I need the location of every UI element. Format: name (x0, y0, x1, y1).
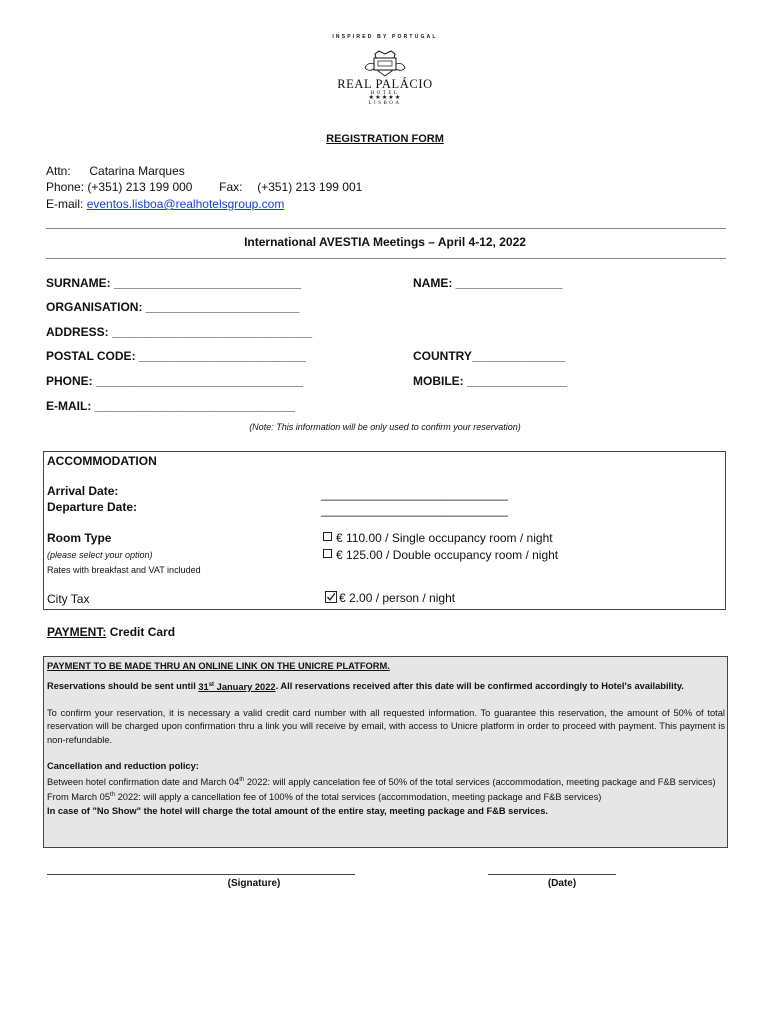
checkbox-checked-icon[interactable] (325, 591, 337, 603)
logo-sub: HOTEL (370, 91, 400, 96)
room-hint: (please select your option) (47, 550, 153, 560)
fax-value: (+351) 213 199 001 (257, 180, 363, 194)
page-title: REGISTRATION FORM (326, 133, 444, 145)
phone-line (46, 180, 362, 194)
logo-city: LISBOA (368, 101, 402, 106)
room-option-single[interactable] (323, 531, 553, 545)
room-type-label: Room Type (47, 531, 112, 545)
payment-text (47, 660, 725, 818)
email-line (46, 197, 284, 211)
payment-heading (47, 625, 175, 639)
country-field[interactable]: COUNTRY______________ (413, 349, 566, 363)
departure-date-input[interactable]: ____________________________ (321, 503, 508, 517)
postal-code-field[interactable]: POSTAL CODE: _________________________ (46, 349, 306, 363)
payment-link-heading: PAYMENT TO BE MADE THRU AN ONLINE LINK ON THE UNICRE PLATFORM. (47, 661, 390, 671)
email-link[interactable]: eventos.lisboa@realhotelsgroup.com (86, 197, 285, 211)
cancellation-policy-2: From March 05th 2022: will apply a cancellation fee of 100% of the total services (accommodation, meeting package and F&B services) (47, 792, 602, 803)
event-title: International AVESTIA Meetings – April 4-12, 2022 (244, 235, 526, 249)
payment-label: PAYMENT: (47, 625, 107, 639)
rates-note: Rates with breakfast and VAT included (47, 565, 201, 575)
city-tax-label: City Tax (47, 592, 90, 606)
checkbox-empty-icon[interactable] (323, 549, 332, 558)
phone-field[interactable]: PHONE: _______________________________ (46, 374, 303, 388)
arrival-date-input[interactable]: ____________________________ (321, 487, 508, 501)
attn-line (46, 164, 185, 178)
email-label: E-mail: (46, 197, 84, 211)
signature-line[interactable] (47, 874, 355, 875)
privacy-note: (Note: This information will be only used to confirm your reservation) (249, 422, 521, 432)
logo-stars: ★★★★★ (368, 95, 402, 101)
cancellation-heading: Cancellation and reduction policy: (47, 761, 199, 772)
city-tax-option[interactable] (325, 591, 455, 605)
checkbox-empty-icon[interactable] (323, 532, 332, 541)
attn-value: Catarina Marques (89, 164, 185, 178)
payment-deadline: Reservations should be sent until 31st January 2022. All reservations received after this date will be confirmed accordingly to Hotel's availability. (47, 681, 684, 692)
phone-label: Phone: (46, 180, 85, 194)
room-option-double[interactable] (323, 548, 558, 562)
city-tax-value: € 2.00 / person / night (339, 591, 456, 605)
logo-tagline: INSPIRED BY PORTUGAL (332, 34, 438, 40)
room-option-single-label: € 110.00 / Single occupancy room / night (336, 531, 553, 545)
phone-value: (+351) 213 199 000 (87, 180, 193, 194)
mobile-field[interactable]: MOBILE: _______________ (413, 374, 568, 388)
no-show-policy: In case of "No Show" the hotel will charge the total amount of the entire stay, meeting package and F&B services. (47, 805, 548, 816)
arrival-date-label: Arrival Date: (47, 484, 119, 498)
crown-logo-icon (361, 50, 409, 78)
logo-name: REAL PALÁCIO (337, 77, 433, 91)
address-field[interactable]: ADDRESS: ______________________________ (46, 325, 313, 339)
payment-confirm-text: To confirm your reservation, it is necessary a valid credit card number with all requested information. To guarantee this reservation, the amount of 50% of total reservation will be charged upon confirmation thru a link you will receive by email, with access to Unicre platform in order to proceed with payment. This payment is non-refundable. (47, 707, 725, 745)
divider-bottom (46, 258, 726, 259)
divider-top (46, 228, 726, 229)
email-field[interactable]: E-MAIL: ______________________________ (46, 399, 295, 413)
accommodation-heading: ACCOMMODATION (47, 454, 157, 468)
attn-label: Attn: (46, 164, 71, 178)
signature-label: (Signature) (227, 878, 281, 889)
cancellation-policy-1: Between hotel confirmation date and March 04th 2022: will apply cancelation fee of 50% of the total services (accommodation, meeting package and F&B services) (47, 776, 716, 787)
departure-date-label: Departure Date: (47, 500, 138, 514)
surname-field[interactable]: SURNAME: ____________________________ (46, 276, 301, 290)
date-label: (Date) (547, 878, 577, 889)
date-line[interactable] (488, 874, 616, 875)
name-field[interactable]: NAME: ________________ (413, 276, 563, 290)
fax-label: Fax: (219, 180, 243, 194)
room-option-double-label: € 125.00 / Double occupancy room / night (336, 548, 559, 562)
organisation-field[interactable]: ORGANISATION: _______________________ (46, 300, 300, 314)
payment-method: Credit Card (109, 625, 176, 639)
